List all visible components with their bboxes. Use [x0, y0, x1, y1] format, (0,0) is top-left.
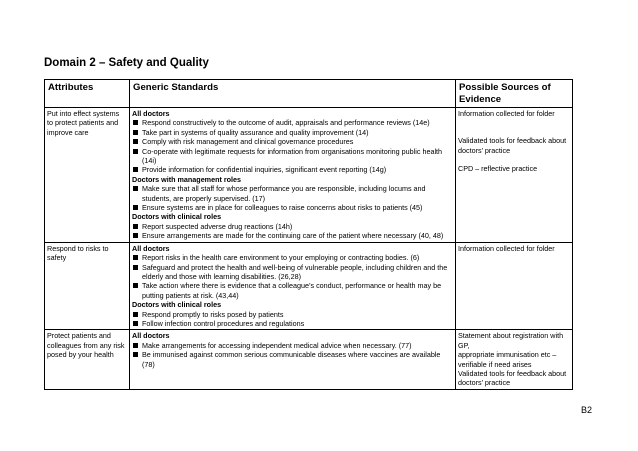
attribute-cell: Protect patients and colleagues from any risk posed by your health	[45, 330, 130, 389]
list-item	[132, 137, 453, 146]
table-row	[45, 242, 573, 330]
square-bullet-icon	[133, 233, 138, 238]
attribute-cell: Respond to risks to safety	[45, 242, 130, 330]
list-item	[132, 281, 453, 300]
square-bullet-icon	[133, 186, 138, 191]
standard-text: Take part in systems of quality assurance and quality improvement (14)	[142, 127, 369, 137]
square-bullet-icon	[133, 312, 138, 317]
standard-text: Make arrangements for accessing independent medical advice when necessary. (77)	[142, 340, 412, 350]
square-bullet-icon	[133, 205, 138, 210]
table-row	[45, 330, 573, 389]
square-bullet-icon	[133, 120, 138, 125]
standard-text: Respond constructively to the outcome of audit, appraisals and performance reviews (14e)	[142, 118, 430, 128]
list-item	[132, 184, 453, 203]
standard-text: Co-operate with legitimate requests for information from organisations monitoring public health (14i)	[142, 146, 443, 166]
header-attributes: Attributes	[45, 80, 130, 108]
list-item	[132, 231, 453, 240]
list-item	[132, 253, 453, 262]
square-bullet-icon	[133, 139, 138, 144]
evidence-item: Information collected for folder	[458, 109, 555, 118]
square-bullet-icon	[133, 265, 138, 270]
standards-list	[132, 118, 453, 174]
square-bullet-icon	[133, 224, 138, 229]
standards-list	[132, 310, 453, 329]
list-item	[132, 203, 453, 212]
standard-text: Provide information for confidential inquiries, significant event reporting (14g)	[142, 165, 387, 175]
evidence-cell	[456, 330, 573, 389]
header-generic-standards: Generic Standards	[130, 80, 456, 108]
square-bullet-icon	[133, 255, 138, 260]
standards-list	[132, 253, 453, 300]
standards-cell	[130, 108, 456, 243]
page-title: Domain 2 – Safety and Quality	[44, 57, 209, 69]
section-heading: Doctors with clinical roles	[132, 300, 222, 310]
evidence-item: CPD – reflective practice	[458, 164, 538, 174]
standards-list	[132, 341, 453, 369]
standard-text: Take action where there is evidence that a colleague’s conduct, performance or health may be putting patients at risk. (43,44)	[142, 281, 442, 300]
standard-text: Comply with risk management and clinical governance procedures	[142, 137, 354, 147]
square-bullet-icon	[133, 149, 138, 154]
standard-text: Report suspected adverse drug reactions (14h)	[142, 221, 293, 231]
safety-quality-table	[44, 79, 573, 390]
list-item	[132, 165, 453, 174]
square-bullet-icon	[133, 167, 138, 172]
standard-text: Make sure that all staff for whose performance you are responsible, including locums and students, are properly supervised. (17)	[142, 184, 426, 203]
evidence-item: Validated tools for feedback about doctors’ practice	[458, 136, 567, 155]
list-item	[132, 118, 453, 127]
evidence-cell	[456, 242, 573, 330]
section-heading: All doctors	[132, 109, 170, 118]
evidence-item: Statement about registration with GP,	[458, 331, 564, 350]
square-bullet-icon	[133, 352, 138, 357]
standards-cell	[130, 330, 456, 389]
list-item	[132, 222, 453, 231]
header-evidence-sources: Possible Sources of Evidence	[456, 80, 573, 108]
list-item	[132, 341, 453, 350]
square-bullet-icon	[133, 321, 138, 326]
square-bullet-icon	[133, 283, 138, 288]
standard-text: Safeguard and protect the health and well-being of vulnerable people, including children and the elderly and those with learning disabilities. (26,28)	[142, 262, 448, 281]
standard-text: Respond promptly to risks posed by patients	[142, 309, 284, 319]
list-item	[132, 350, 453, 369]
square-bullet-icon	[133, 343, 138, 348]
list-item	[132, 310, 453, 319]
attribute-cell: Put into effect systems to protect patients and improve care	[45, 108, 130, 243]
section-heading: Doctors with clinical roles	[132, 212, 222, 222]
standard-text: Follow infection control procedures and regulations	[142, 318, 305, 328]
square-bullet-icon	[133, 130, 138, 135]
section-heading: All doctors	[132, 331, 170, 341]
list-item	[132, 319, 453, 328]
standard-text: Ensure systems are in place for colleagues to raise concerns about risks to patients (45)	[142, 203, 423, 213]
section-heading: All doctors	[132, 243, 170, 253]
list-item	[132, 263, 453, 282]
standards-cell	[130, 242, 456, 330]
evidence-item: appropriate immunisation etc – verifiable if need arises	[458, 350, 557, 369]
standard-text: Be immunised against common serious communicable diseases where vaccines are available (78)	[142, 350, 441, 369]
standards-list	[132, 184, 453, 212]
table-header-row	[45, 80, 573, 108]
section-heading: Doctors with management roles	[132, 174, 242, 184]
table-row	[45, 108, 573, 243]
evidence-item: Information collected for folder	[458, 243, 555, 253]
evidence-cell	[456, 108, 573, 243]
standards-list	[132, 222, 453, 241]
evidence-item: Validated tools for feedback about doctors’ practice	[458, 368, 567, 388]
page-number: B2	[581, 405, 593, 415]
standard-text: Report risks in the health care environment to your employing or contracting bodies. (6)	[142, 253, 420, 263]
standard-text: Ensure arrangements are made for the continuing care of the patient where necessary (40, 48)	[142, 231, 444, 241]
list-item	[132, 128, 453, 137]
list-item	[132, 147, 453, 166]
